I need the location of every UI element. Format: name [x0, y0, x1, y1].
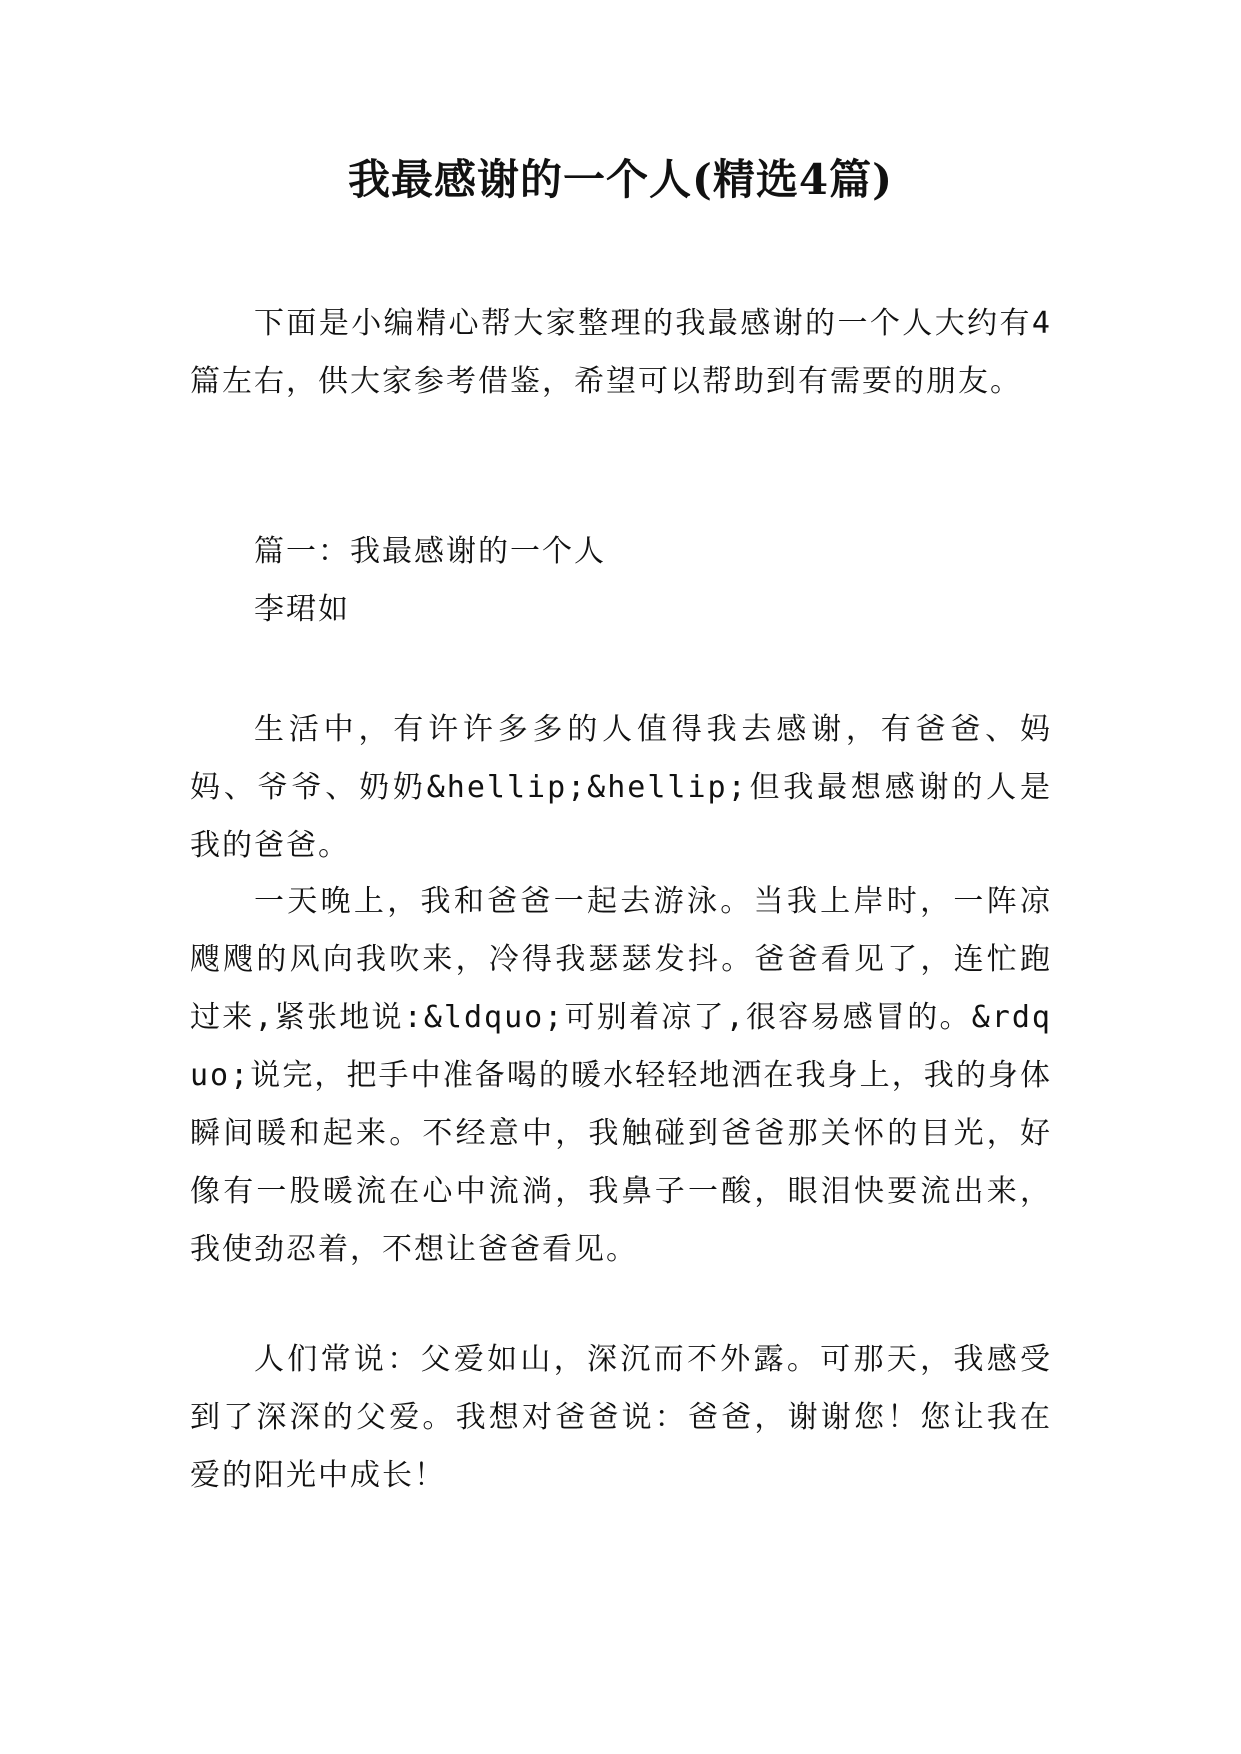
- body-paragraph: 生活中，有许许多多的人值得我去感谢，有爸爸、妈妈、爷爷、奶奶&hellip;&hellip;但我最想感谢的人是我的爸爸。: [190, 712, 1052, 863]
- chapter-heading: 篇一：我最感谢的一个人: [254, 534, 606, 569]
- intro-paragraph: 下面是小编精心帮大家整理的我最感谢的一个人大约有4篇左右，供大家参考借鉴，希望可以帮助到有需要的朋友。: [190, 306, 1052, 399]
- body-paragraph: 人们常说：父爱如山，深沉而不外露。可那天，我感受到了深深的父爱。我想对爸爸说：爸爸，谢谢您！您让我在爱的阳光中成长！: [190, 1342, 1052, 1493]
- document-title: 我最感谢的一个人(精选4篇): [348, 155, 893, 204]
- author-name: 李珺如: [254, 592, 350, 627]
- body-paragraph: 一天晚上，我和爸爸一起去游泳。当我上岸时，一阵凉飕飕的风向我吹来，冷得我瑟瑟发抖。爸爸看见了，连忙跑过来,紧张地说:&ldquo;可别着凉了,很容易感冒的。&rdquo;说完，把手中准备喝的暖水轻轻地洒在我身上，我的身体瞬间暖和起来。不经意中，我触碰到爸爸那关怀的目光，好像有一股暖流在心中流淌，我鼻子一酸，眼泪快要流出来，我使劲忍着，不想让爸爸看见。: [190, 884, 1052, 1267]
